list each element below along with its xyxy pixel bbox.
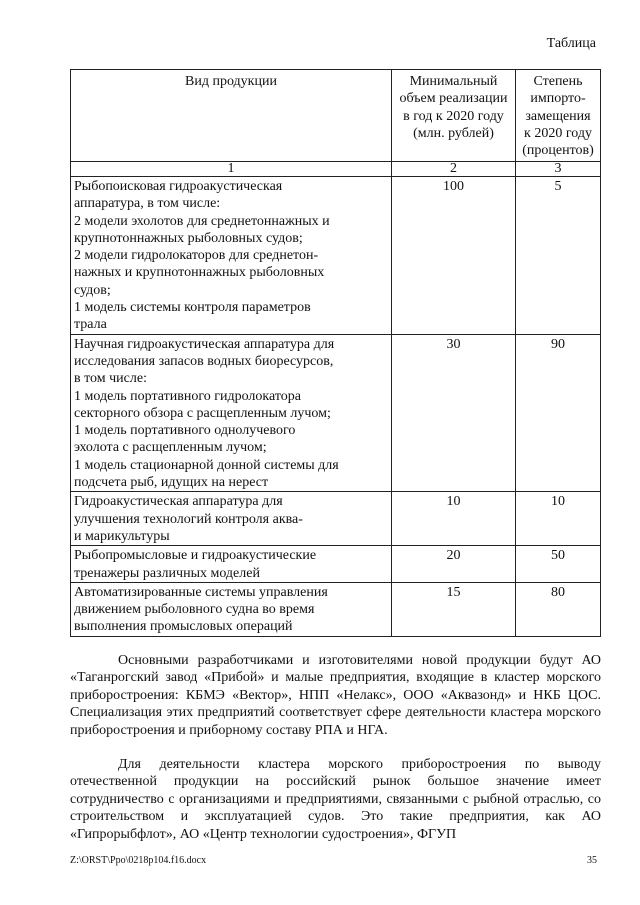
table-row — [71, 177, 601, 335]
header-import-line: замещения — [525, 108, 591, 124]
product-description-line: нажных и крупнотоннажных рыболовных — [74, 265, 325, 281]
page-number: 35 — [587, 855, 597, 866]
product-description — [71, 546, 392, 583]
file-path: Z:\ORST\Ppo\0218p104.f16.docx — [70, 855, 207, 866]
column-number-row — [71, 162, 601, 177]
min-volume-value: 10 — [392, 492, 516, 546]
import-substitution-value: 10 — [516, 492, 601, 546]
header-import-line: к 2020 году — [524, 125, 592, 141]
product-description-line: движением рыболовного судна во время — [74, 602, 315, 618]
product-description-line: подсчета рыб, идущих на нерест — [74, 475, 269, 491]
product-description-line: Рыбопоисковая гидроакустическая — [74, 179, 283, 194]
product-description-line: Рыбопромысловые и гидроакустические — [74, 548, 317, 564]
product-table — [70, 69, 601, 637]
product-description-line: тренажеры различных моделей — [74, 565, 260, 581]
product-description-line: трала — [74, 317, 107, 333]
body-paragraph: Основными разработчиками и изготовителями новой продукции будут АО «Таганрогский завод «Прибой» и малые предприятия, входящие в кластер морского приборостроения: КБМЭ «Вектор», НПП «Нелакс», ООО «Аквазонд» и НКБ ЦОС. Специализация этих предприятий соответствует сфере деятельности кластера морского приборостроения и приборному составу РПА и НГА. — [70, 653, 601, 738]
import-substitution-value: 50 — [516, 546, 601, 583]
product-description-line: Научная гидроакустическая аппаратура для — [74, 336, 335, 352]
product-description-line: в том числе: — [74, 371, 147, 387]
product-description — [71, 492, 392, 546]
column-number: 1 — [71, 162, 392, 177]
product-description-line: улучшения технологий контроля аква- — [74, 511, 303, 527]
column-number: 2 — [392, 162, 516, 177]
header-min-volume-line: (млн. рублей) — [413, 125, 494, 141]
header-min-volume-line: Минимальный — [409, 74, 498, 89]
header-import-line: импорто- — [530, 91, 586, 107]
min-volume-value: 15 — [392, 582, 516, 636]
import-substitution-value: 80 — [516, 582, 601, 636]
header-min-volume — [392, 70, 516, 162]
product-description-line: секторного обзора с расщепленным лучом; — [74, 405, 331, 421]
product-description — [71, 177, 392, 335]
header-min-volume-line: объем реализации — [399, 91, 508, 107]
table-row — [71, 492, 601, 546]
product-description-line: 1 модель системы контроля параметров — [74, 300, 311, 316]
min-volume-value: 100 — [392, 177, 516, 335]
product-description-line: эхолота с расщепленным лучом; — [74, 440, 267, 456]
table-row — [71, 582, 601, 636]
product-description-line: 1 модель портативного гидролокатора — [74, 388, 301, 404]
product-description-line: Автоматизированные системы управления — [74, 584, 328, 600]
header-import-substitution — [516, 70, 601, 162]
product-description-line: исследования запасов водных биоресурсов, — [74, 353, 334, 369]
product-description-line: судов; — [74, 282, 111, 298]
header-min-volume-line: в год к 2020 году — [403, 108, 504, 124]
table-row — [71, 334, 601, 492]
product-description — [71, 582, 392, 636]
table-caption: Таблица — [546, 36, 596, 51]
product-description-line: крупнотоннажных рыболовных судов; — [74, 230, 303, 246]
product-description-line: выполнения промысловых операций — [74, 619, 293, 635]
table-body — [71, 177, 601, 637]
header-import-line: (процентов) — [522, 143, 594, 159]
product-description-line: Гидроакустическая аппаратура для — [74, 494, 283, 510]
page-footer — [70, 855, 597, 866]
body-paragraph: Для деятельности кластера морского приборостроения по выводу отечественной продукции на российский рынок большое значение имеет сотрудничество с организациями и предприятиями, связанными с рыбной отраслью, со строительством и эксплуатацией судов. Это такие предприятия, как АО «Гипрорыбфлот», АО «Центр технологии судостроения», ФГУП — [70, 757, 601, 842]
column-number: 3 — [516, 162, 601, 177]
header-import-line: Степень — [533, 74, 583, 89]
import-substitution-value: 90 — [516, 334, 601, 492]
product-description-line: 1 модель портативного однолучевого — [74, 423, 296, 439]
product-description-line: 1 модель стационарной донной системы для — [74, 457, 339, 473]
product-description-line: аппаратура, в том числе: — [74, 196, 221, 212]
product-description-line: 2 модели гидролокаторов для среднетон- — [74, 248, 319, 264]
header-product-type: Вид продукции — [71, 70, 392, 162]
table-row — [71, 546, 601, 583]
table-header-row — [71, 70, 601, 162]
min-volume-value: 20 — [392, 546, 516, 583]
min-volume-value: 30 — [392, 334, 516, 492]
product-description-line: и марикультуры — [74, 528, 170, 544]
product-description-line: 2 модели эхолотов для среднетоннажных и — [74, 213, 330, 229]
import-substitution-value: 5 — [516, 177, 601, 335]
product-description — [71, 334, 392, 492]
